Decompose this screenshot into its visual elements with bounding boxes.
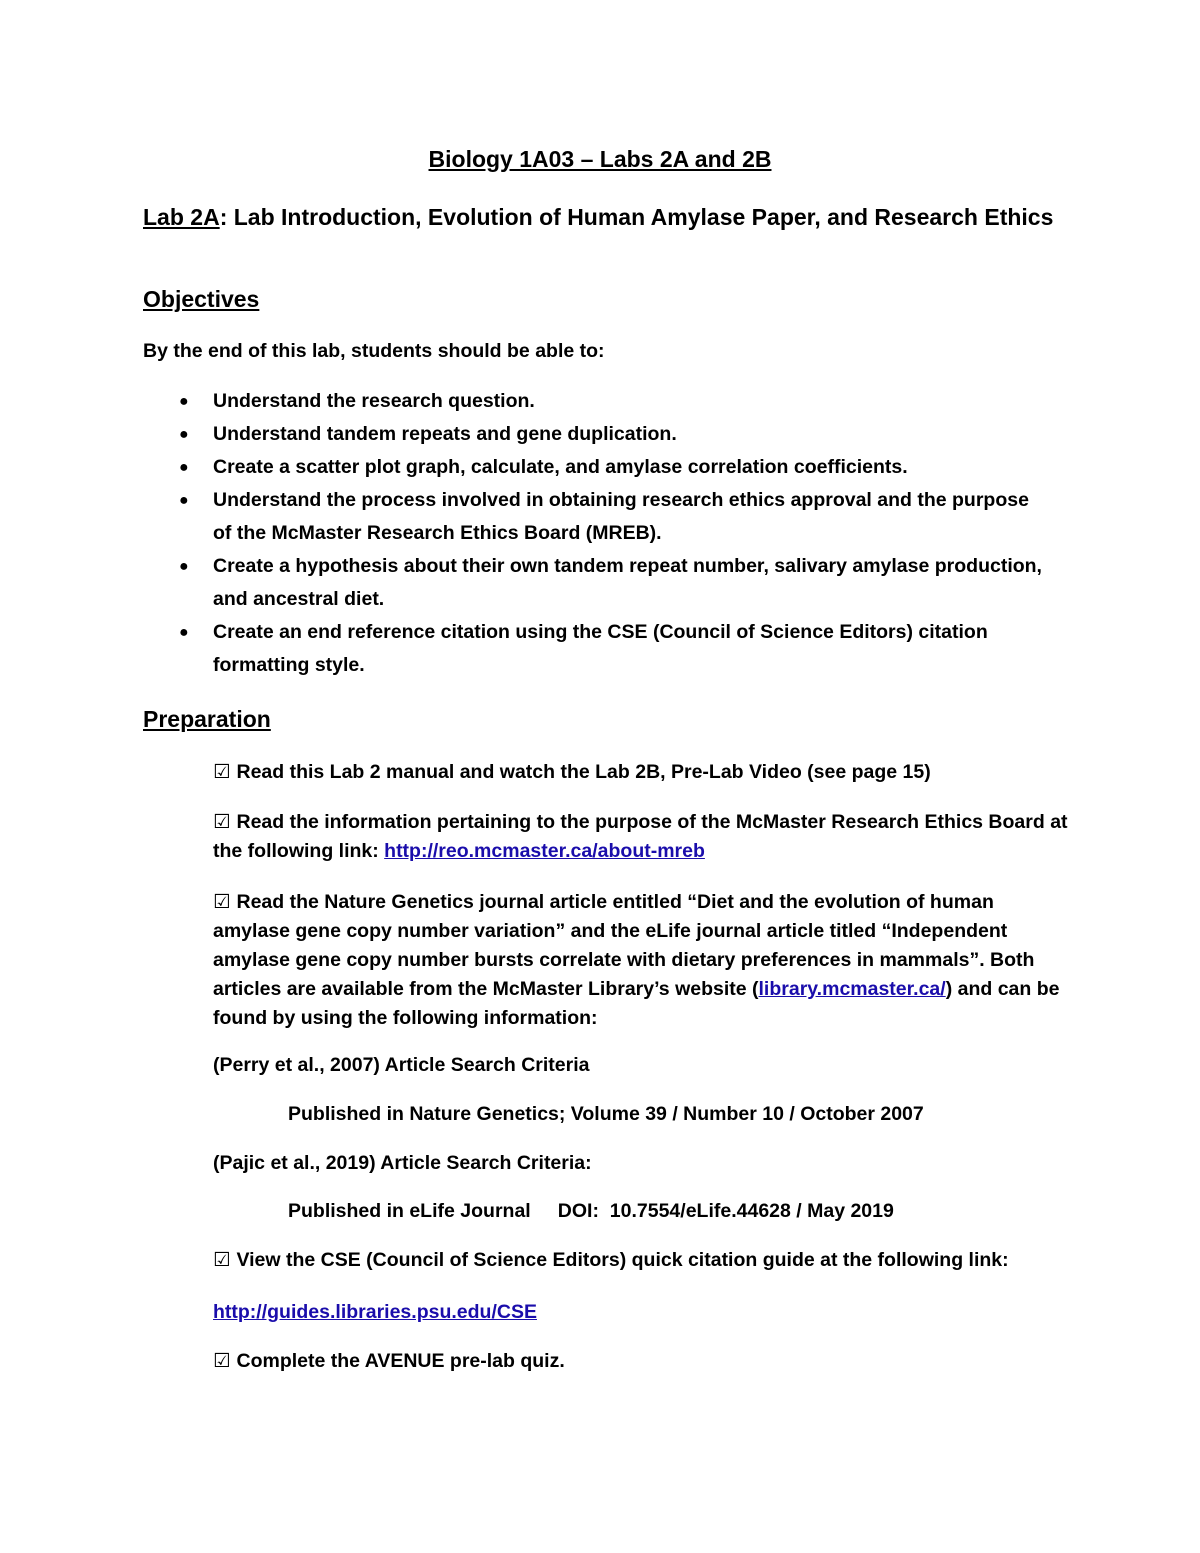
cse-guide-link[interactable]: http://guides.libraries.psu.edu/CSE <box>213 1301 537 1323</box>
checkbox-checked-icon: ☑ <box>213 891 231 913</box>
bullet-icon: ● <box>179 558 189 575</box>
list-item: ● Understand tandem repeats and gene duplication. <box>143 418 1043 451</box>
checkbox-checked-icon: ☑ <box>213 1249 231 1271</box>
page-title: Biology 1A03 – Labs 2A and 2B <box>428 146 772 172</box>
lab-title: : Lab Introduction, Evolution of Human Amylase Paper, and Research Ethics <box>219 204 1054 230</box>
bullet-icon: ● <box>179 393 189 410</box>
objectives-list <box>143 385 1043 682</box>
checkbox-checked-icon: ☑ <box>213 811 231 833</box>
list-item: ● Create a hypothesis about their own tandem repeat number, salivary amylase production, and ancestral diet. <box>143 550 1043 616</box>
list-item: ● Create an end reference citation using the CSE (Council of Science Editors) citation formatting style. <box>143 616 1043 682</box>
checkbox-checked-icon: ☑ <box>213 761 231 783</box>
mreb-link[interactable]: http://reo.mcmaster.ca/about-mreb <box>384 840 705 862</box>
list-item: ● Create a scatter plot graph, calculate, and amylase correlation coefficients. <box>143 451 1043 484</box>
lab-label: Lab 2A <box>143 204 220 230</box>
bullet-icon: ● <box>179 426 189 443</box>
objectives-intro: By the end of this lab, students should be able to: <box>143 340 605 362</box>
pajic-criteria-label: (Pajic et al., 2019) Article Search Criteria: <box>213 1152 592 1174</box>
perry-criteria-label: (Perry et al., 2007) Article Search Criteria <box>213 1054 590 1076</box>
prep-task-articles: ☑ Read the Nature Genetics journal article entitled “Diet and the evolution of human amylase gene copy number variation” and the eLife journal article titled “Independent amylase gene copy number bursts correlate with dietary preferences in mammals”. Both articles are available from the McMaster Library’s website (library.mcmaster.ca/) and can be found by using the following information: <box>213 888 1073 1033</box>
prep-task-cse-guide: ☑ View the CSE (Council of Science Editors) quick citation guide at the following link: <box>213 1246 1073 1275</box>
prep-task-mreb: ☑ Read the information pertaining to the purpose of the McMaster Research Ethics Board at the following link: http://reo.mcmaster.ca/about-mreb <box>213 808 1073 866</box>
prep-task-quiz: ☑ Complete the AVENUE pre-lab quiz. <box>213 1347 1073 1376</box>
objectives-heading: Objectives <box>143 286 260 312</box>
preparation-heading: Preparation <box>143 706 271 732</box>
bullet-icon: ● <box>179 459 189 476</box>
bullet-icon: ● <box>179 492 189 509</box>
pajic-criteria-detail: Published in eLife Journal DOI: 10.7554/eLife.44628 / May 2019 <box>288 1200 894 1222</box>
library-link[interactable]: library.mcmaster.ca/ <box>758 978 946 1000</box>
lab-heading <box>143 200 1063 234</box>
list-item: ● Understand the research question. <box>143 385 1043 418</box>
list-item: ● Understand the process involved in obtaining research ethics approval and the purpose of the McMaster Research Ethics Board (MREB). <box>143 484 1043 550</box>
bullet-icon: ● <box>179 624 189 641</box>
prep-task-read-manual: ☑ Read this Lab 2 manual and watch the Lab 2B, Pre-Lab Video (see page 15) <box>213 758 1073 787</box>
checkbox-checked-icon: ☑ <box>213 1350 231 1372</box>
perry-criteria-detail: Published in Nature Genetics; Volume 39 / Number 10 / October 2007 <box>288 1103 924 1125</box>
